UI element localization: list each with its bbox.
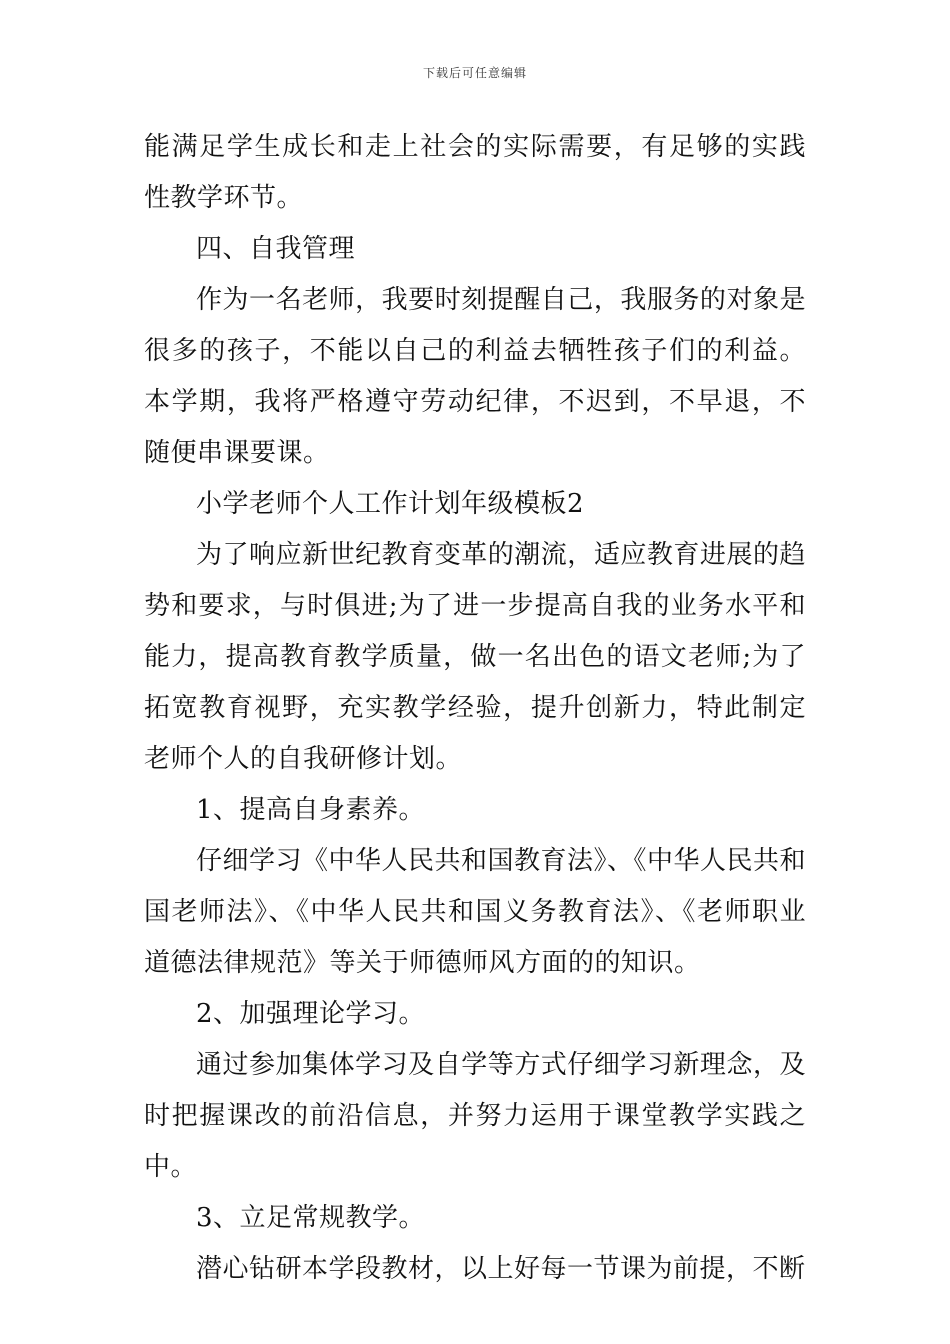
page-header: 下载后可任意编辑: [422, 66, 527, 80]
paragraph-self-management: 作为一名老师，我要时刻提醒自己，我服务的对象是很多的孩子，不能以自己的利益去牺牲孩子们的利益。本学期，我将严格遵守劳动纪律，不迟到，不早退，不随便串课要课。: [144, 285, 806, 468]
item-heading-1: 1、提高自身素养。: [196, 795, 426, 825]
paragraph-item-2: 通过参加集体学习及自学等方式仔细学习新理念，及时把握课改的前沿信息，并努力运用于课堂教学实践之中。: [144, 1050, 806, 1182]
paragraph-item-1: 仔细学习《中华人民共和国教育法》、《中华人民共和国老师法》、《中华人民共和国义务教育法》、《老师职业道德法律规范》等关于师德师风方面的的知识。: [144, 846, 807, 978]
section-heading-self-management: 四、自我管理: [196, 234, 356, 264]
item-heading-2: 2、加强理论学习。: [196, 999, 426, 1029]
item-heading-3: 3、立足常规教学。: [196, 1203, 426, 1233]
paragraph-continuation: 能满足学生成长和走上社会的实际需要，有足够的实践性教学环节。: [144, 132, 806, 213]
document-body: [144, 122, 806, 1295]
paragraph-item-3: 潜心钻研本学段教材，以上好每一节课为前提，不断: [196, 1254, 806, 1284]
document-title-template-2: 小学老师个人工作计划年级模板2: [196, 489, 585, 519]
paragraph-introduction: 为了响应新世纪教育变革的潮流，适应教育进展的趋势和要求，与时俱进;为了进一步提高自我的业务水平和能力，提高教育教学质量，做一名出色的语文老师;为了拓宽教育视野，充实教学经验，提升创新力，特此制定老师个人的自我研修计划。: [144, 540, 806, 774]
